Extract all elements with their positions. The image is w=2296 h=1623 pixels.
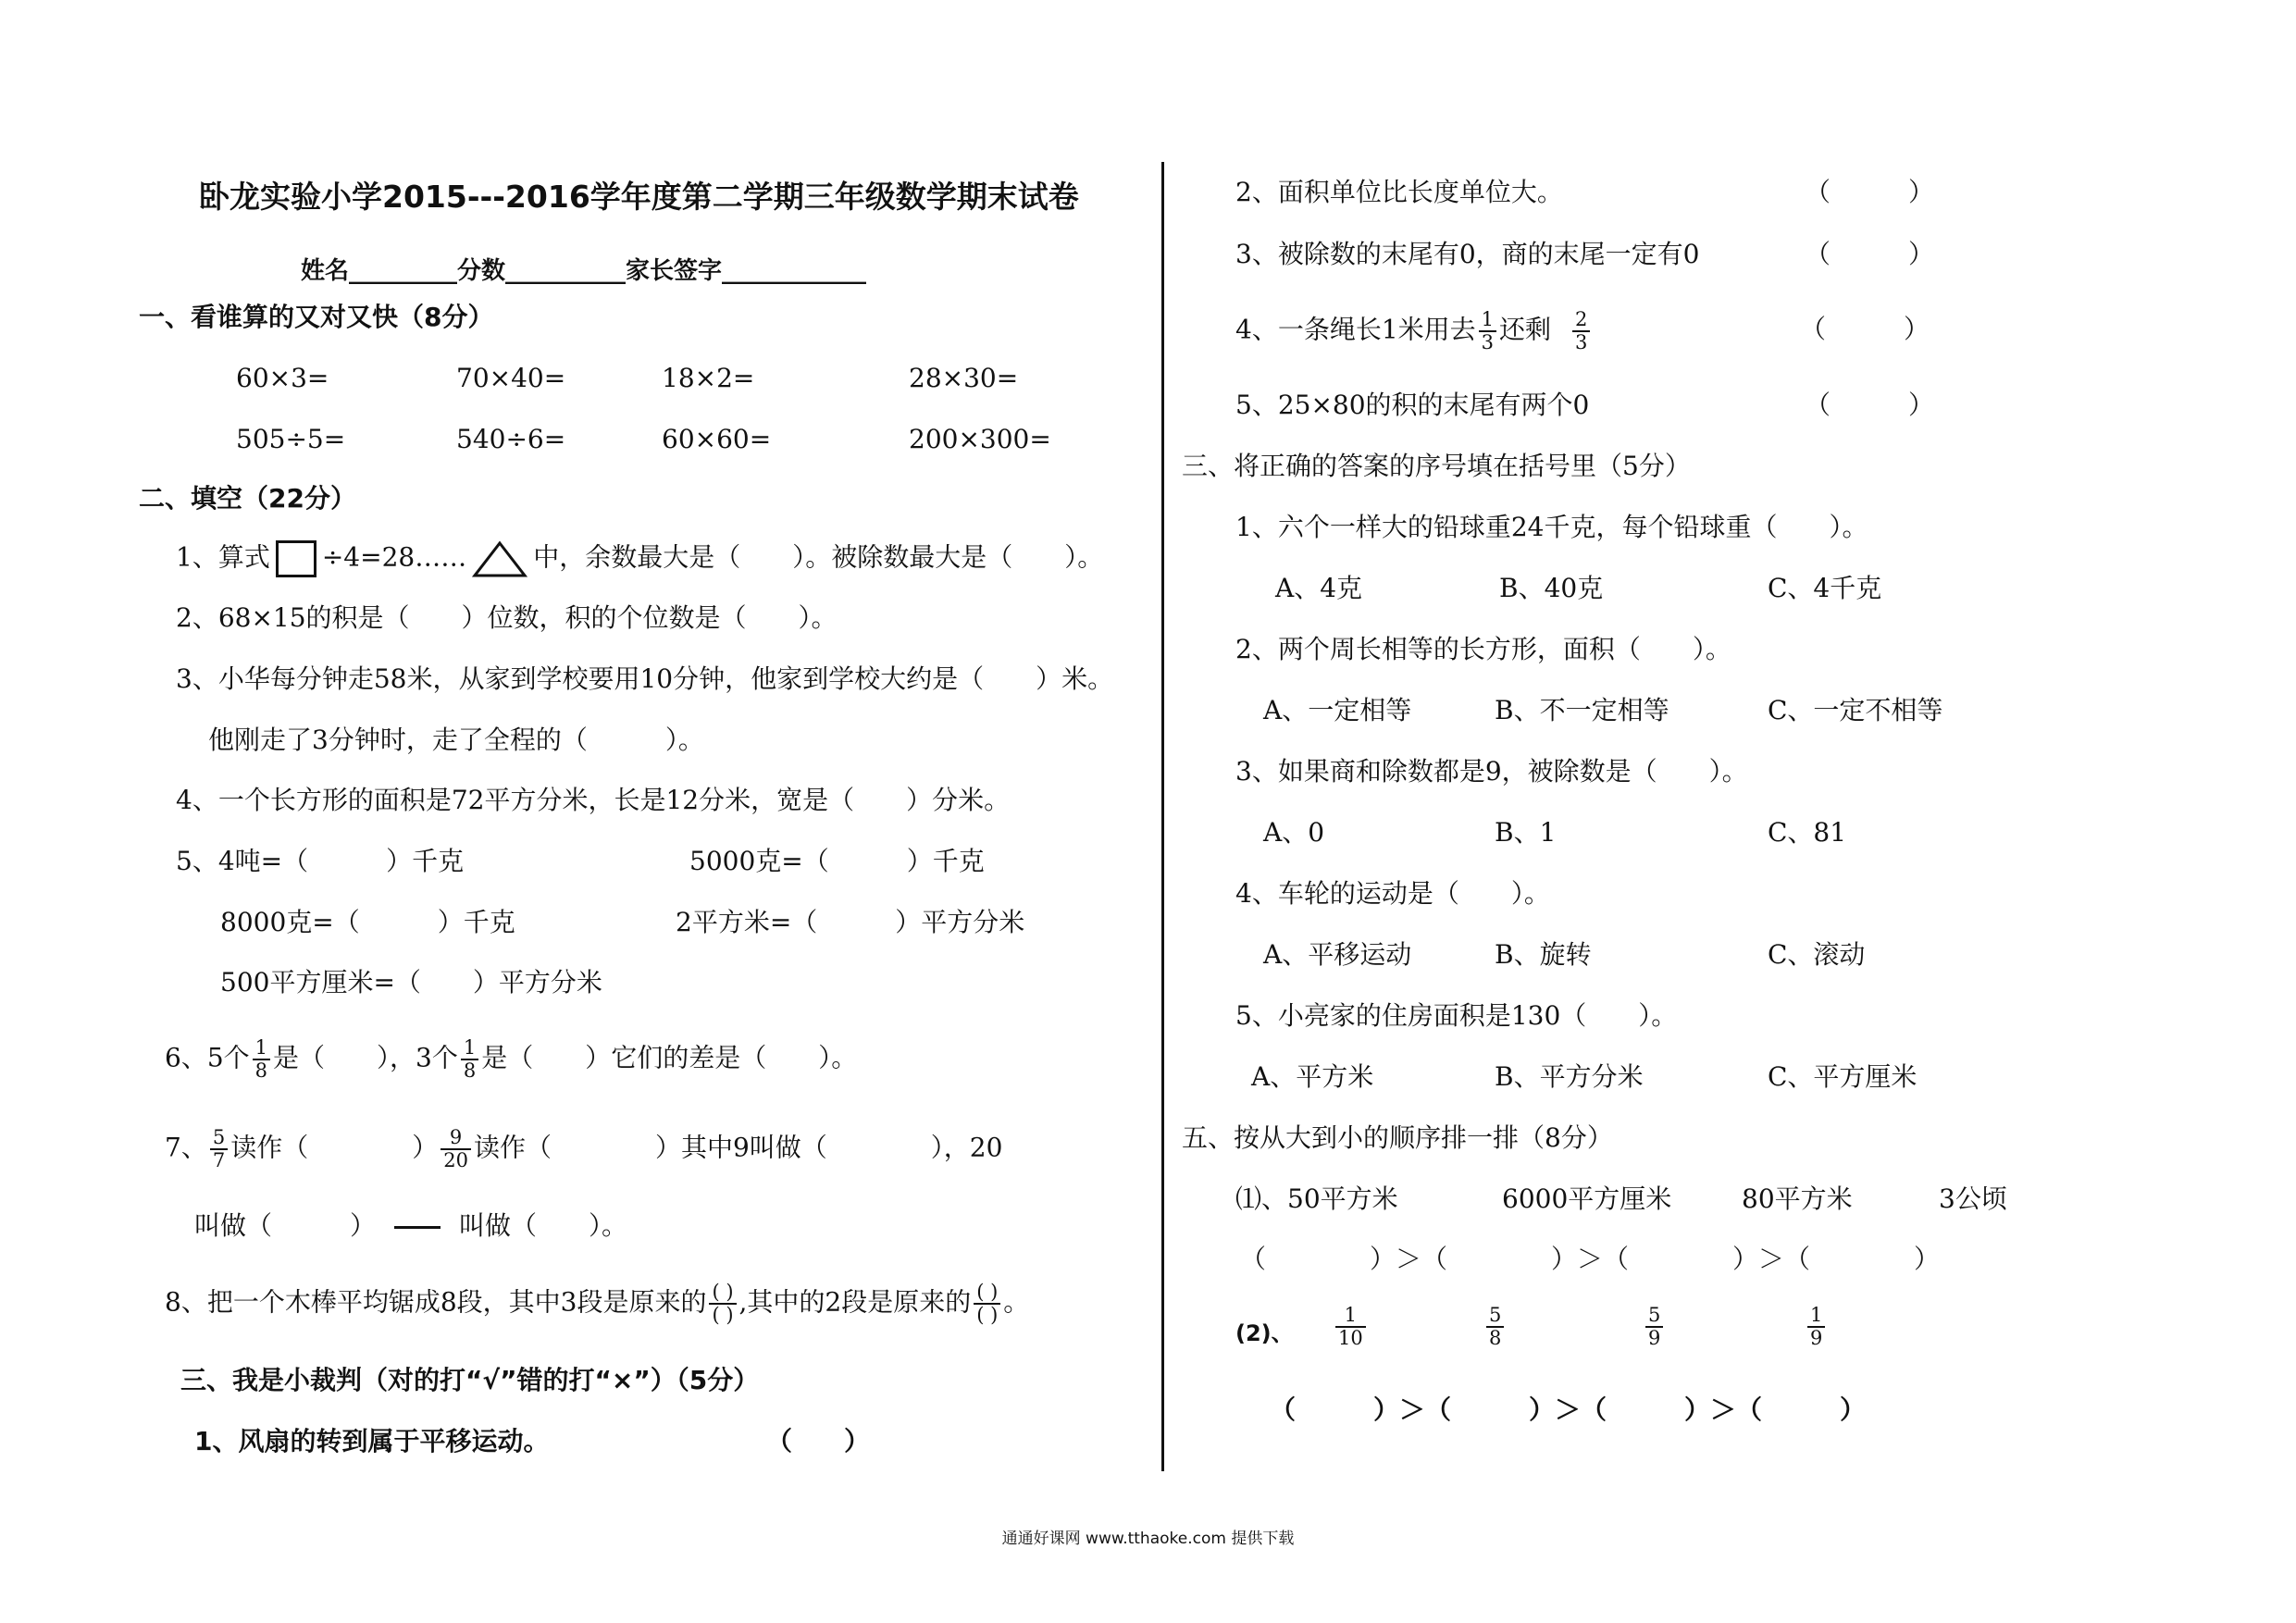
fraction: $\frac{1}{3}$ bbox=[1479, 309, 1496, 353]
order-item: 3公顷 bbox=[1939, 1183, 2007, 1214]
fill-question-7-cont bbox=[194, 1210, 627, 1242]
section-3-heading: 三、我是小裁判（对的打“√”错的打“×”）（5分） bbox=[180, 1365, 760, 1395]
order-fraction-4 bbox=[1805, 1305, 1828, 1349]
fill-question-7 bbox=[165, 1127, 1002, 1171]
q6-text: 是（ ）它们的差是（ ）。 bbox=[481, 1042, 858, 1073]
blank-fraction: $\frac{( )}{( )}$ bbox=[709, 1282, 736, 1326]
fill-question-6 bbox=[165, 1037, 857, 1082]
choice-option: A、平方米 bbox=[1251, 1061, 1374, 1092]
triangle-icon bbox=[472, 540, 527, 577]
calc-item: 18×2= bbox=[662, 363, 755, 393]
judge-question-5: 5、25×80的积的末尾有两个0 bbox=[1235, 390, 1590, 420]
choice-option: B、40克 bbox=[1499, 573, 1604, 603]
fraction: $\frac{5}{8}$ bbox=[1486, 1305, 1504, 1349]
fraction: $\frac{5}{9}$ bbox=[1645, 1305, 1663, 1349]
page-title: 卧龙实验小学2015---2016学年度第二学期三年级数学期末试卷 bbox=[199, 179, 1079, 215]
fill-question-4: 4、一个长方形的面积是72平方分米，长是12分米，宽是（ ）分米。 bbox=[176, 785, 1011, 815]
order-fraction-2 bbox=[1483, 1305, 1507, 1349]
choice-question-2: 2、两个周长相等的长方形，面积（ ）。 bbox=[1235, 634, 1731, 664]
order-answer-row-1: （ ）＞（ ）＞（ ）＞（ ） bbox=[1240, 1244, 1941, 1274]
section-1-heading: 一、看谁算的又对又快（8分） bbox=[139, 302, 494, 332]
q8-text: ,其中的2段是原来的 bbox=[738, 1286, 972, 1318]
choice-option: A、平移运动 bbox=[1263, 939, 1412, 970]
q7-text: 7、 bbox=[165, 1132, 207, 1163]
q7-text: 读作（ ） bbox=[230, 1132, 439, 1163]
fill-question-5b: 5000克=（ ）千克 bbox=[689, 846, 985, 876]
fraction: $\frac{1}{8}$ bbox=[253, 1037, 270, 1082]
judge-question-2: 2、面积单位比长度单位大。 bbox=[1235, 177, 1563, 207]
choice-option: A、4克 bbox=[1275, 573, 1363, 603]
order-question-2-label: (2)、 bbox=[1235, 1320, 1294, 1346]
q8-text: 。 bbox=[1003, 1286, 1030, 1318]
order-item: 80平方米 bbox=[1742, 1183, 1853, 1214]
q8-text: 8、把一个木棒平均锯成8段，其中3段是原来的 bbox=[165, 1286, 707, 1318]
fraction: $\frac{1}{8}$ bbox=[461, 1037, 478, 1082]
choice-question-4: 4、车轮的运动是（ ）。 bbox=[1235, 878, 1550, 909]
blank-fraction: $\frac{( )}{( )}$ bbox=[974, 1282, 1000, 1326]
fill-question-5d: 2平方米=（ ）平方分米 bbox=[676, 907, 1025, 937]
fill-question-5a: 5、4吨=（ ）千克 bbox=[176, 846, 465, 876]
judge-answer-blank: （ ） bbox=[1800, 314, 1930, 344]
fill-question-2: 2、68×15的积是（ ）位数，积的个位数是（ ）。 bbox=[176, 602, 838, 633]
calc-item: 505÷5= bbox=[236, 424, 346, 454]
order-fraction-1 bbox=[1333, 1305, 1369, 1349]
choice-option: C、一定不相等 bbox=[1768, 695, 1943, 725]
column-divider bbox=[1161, 162, 1164, 1471]
choice-question-1: 1、六个一样大的铅球重24千克，每个铅球重（ ）。 bbox=[1235, 512, 1868, 542]
choice-option: B、1 bbox=[1495, 817, 1557, 848]
fraction: $\frac{1}{9}$ bbox=[1807, 1305, 1825, 1349]
calc-item: 60×3= bbox=[236, 363, 329, 393]
calc-item: 70×40= bbox=[456, 363, 566, 393]
q1-text: ÷4=28…… bbox=[321, 541, 467, 573]
dash-line bbox=[394, 1226, 441, 1229]
judge-answer-blank: （ ） bbox=[766, 1426, 871, 1456]
fraction: $\frac{5}{7}$ bbox=[210, 1127, 228, 1171]
calc-item: 60×60= bbox=[662, 424, 772, 454]
calc-item: 200×300= bbox=[909, 424, 1051, 454]
q7-text: 叫做（ ）。 bbox=[459, 1210, 628, 1241]
order-item: ⑴、50平方米 bbox=[1235, 1183, 1398, 1214]
square-box-icon bbox=[276, 540, 316, 577]
section-5-heading: 五、按从大到小的顺序排一排（8分） bbox=[1182, 1122, 1613, 1153]
student-info-fields: 姓名_________分数__________家长签字____________ bbox=[301, 257, 867, 285]
judge-question-3: 3、被除数的末尾有0，商的末尾一定有0 bbox=[1235, 239, 1700, 269]
choice-option: A、一定相等 bbox=[1263, 695, 1412, 725]
choice-option: A、0 bbox=[1263, 817, 1325, 848]
choice-question-5: 5、小亮家的住房面积是130（ ）。 bbox=[1235, 1000, 1678, 1031]
choice-question-3: 3、如果商和除数都是9，被除数是（ ）。 bbox=[1235, 756, 1748, 787]
q6-text: 6、5个 bbox=[165, 1042, 250, 1073]
section-2-heading: 二、填空（22分） bbox=[139, 483, 356, 514]
fill-question-5c: 8000克=（ ）千克 bbox=[220, 907, 515, 937]
choice-option: C、4千克 bbox=[1768, 573, 1882, 603]
j4-text: 4、一条绳长1米用去 bbox=[1235, 314, 1476, 345]
q7-text: 读作（ ）其中9叫做（ ），20 bbox=[473, 1132, 1003, 1163]
order-item: 6000平方厘米 bbox=[1502, 1183, 1672, 1214]
q6-text: 是（ ），3个 bbox=[273, 1042, 458, 1073]
fill-question-3: 3、小华每分钟走58米，从家到学校要用10分钟，他家到学校大约是（ ）米。 bbox=[176, 663, 1114, 694]
footer-credit: 通通好课网 www.tthaoke.com 提供下载 bbox=[1001, 1530, 1295, 1548]
choice-option: B、平方分米 bbox=[1495, 1061, 1644, 1092]
order-answer-row-2: （ ）＞（ ）＞（ ）＞（ ） bbox=[1270, 1394, 1867, 1425]
choice-option: B、不一定相等 bbox=[1495, 695, 1669, 725]
choice-option: C、平方厘米 bbox=[1768, 1061, 1917, 1092]
q1-text: 中，余数最大是（ ）。被除数最大是（ ）。 bbox=[533, 541, 1104, 573]
q7-text: 叫做（ ） bbox=[194, 1210, 377, 1241]
fill-question-8 bbox=[165, 1282, 1029, 1326]
fill-question-3-cont: 他刚走了3分钟时，走了全程的（ ）。 bbox=[208, 725, 704, 755]
q1-text: 1、算式 bbox=[176, 541, 270, 573]
fraction: $\frac{1}{10}$ bbox=[1335, 1305, 1366, 1349]
judge-answer-blank: （ ） bbox=[1805, 177, 1935, 207]
fill-question-1 bbox=[176, 540, 1103, 577]
fill-question-5e: 500平方厘米=（ ）平方分米 bbox=[220, 967, 602, 997]
fraction: $\frac{9}{20}$ bbox=[441, 1127, 471, 1171]
calc-item: 28×30= bbox=[909, 363, 1019, 393]
judge-question-1: 1、风扇的转到属于平移运动。 bbox=[194, 1426, 550, 1456]
judge-question-4 bbox=[1235, 309, 1593, 353]
choice-option: B、旋转 bbox=[1495, 939, 1592, 970]
choice-option: C、81 bbox=[1768, 817, 1847, 848]
choice-option: C、滚动 bbox=[1768, 939, 1866, 970]
j4-text: 还剩 bbox=[1499, 314, 1552, 345]
fraction: $\frac{2}{3}$ bbox=[1572, 309, 1590, 353]
judge-answer-blank: （ ） bbox=[1805, 239, 1935, 269]
calc-item: 540÷6= bbox=[456, 424, 566, 454]
section-4-heading: 三、将正确的答案的序号填在括号里（5分） bbox=[1182, 451, 1691, 481]
order-fraction-3 bbox=[1643, 1305, 1666, 1349]
judge-answer-blank: （ ） bbox=[1805, 390, 1935, 420]
